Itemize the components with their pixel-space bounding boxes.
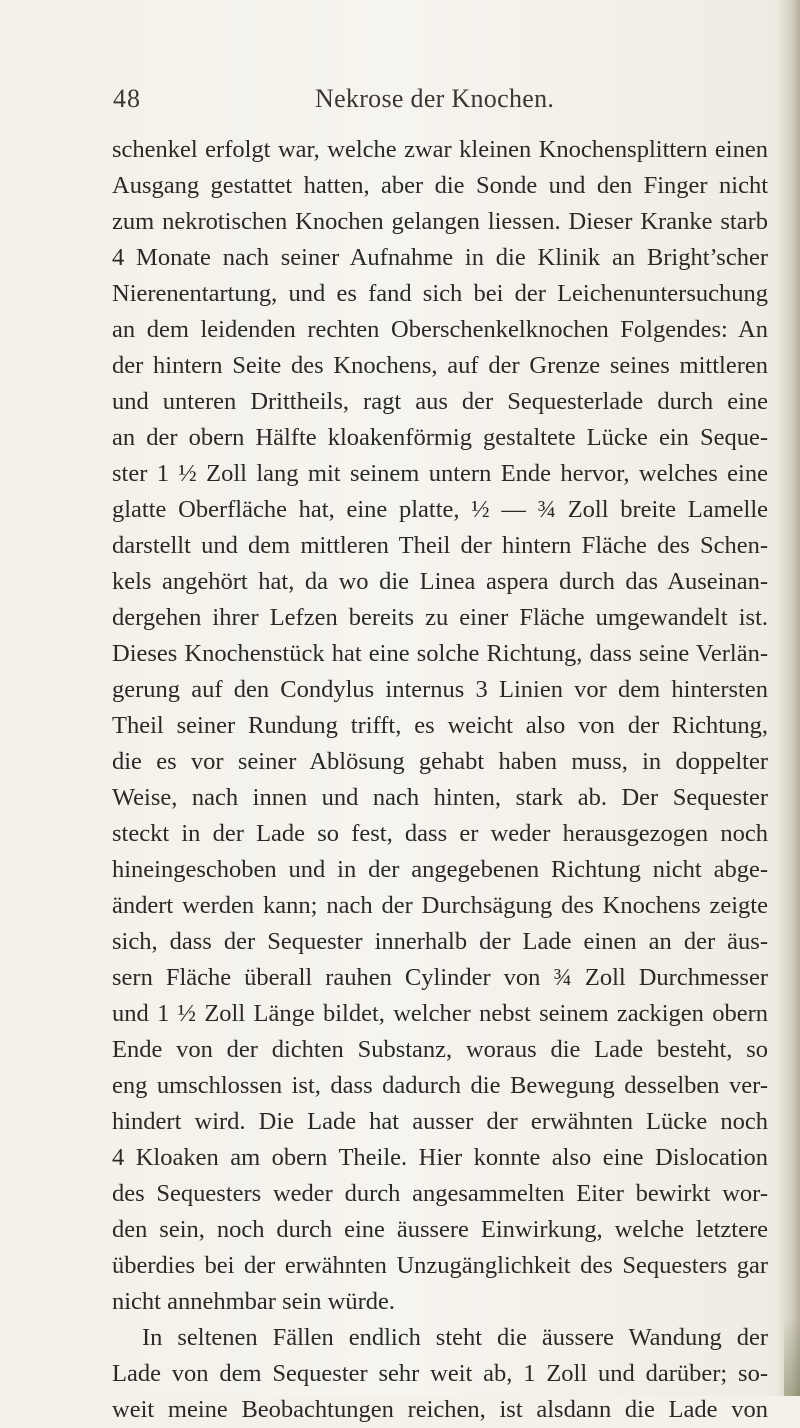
page-number: 48 [113,84,141,113]
page-edge-shadow [778,0,800,1396]
text-line: überdies bei der erwähnten Unzugänglichkeit des Sequesters gar [112,1252,768,1279]
page-edge-stain [784,1316,800,1396]
text-line: 4 Monate nach seiner Aufnahme in die Klinik an Bright’scher [112,244,768,271]
text-line: steckt in der Lade so fest, dass er weder herausgezogen noch [112,820,768,847]
text-line: hindert wird. Die Lade hat ausser der erwähnten Lücke noch [112,1108,768,1135]
text-line: Ausgang gestattet hatten, aber die Sonde und den Finger nicht [112,172,768,199]
text-line: Dieses Knochenstück hat eine solche Richtung, dass seine Verlän- [112,640,768,667]
text-line: zum nekrotischen Knochen gelangen liessen. Dieser Kranke starb [112,208,768,235]
text-line: Nierenentartung, und es fand sich bei der Leichenuntersuchung [112,280,768,307]
text-line: eng umschlossen ist, dass dadurch die Bewegung desselben ver- [112,1072,768,1099]
text-line: den sein, noch durch eine äussere Einwirkung, welche letztere [112,1216,768,1243]
text-line: an der obern Hälfte kloakenförmig gestaltete Lücke ein Seque- [112,424,768,451]
text-line: ster 1 ½ Zoll lang mit seinem untern Ende hervor, welches eine [112,460,768,487]
text-line: Ende von der dichten Substanz, woraus die Lade besteht, so [112,1036,768,1063]
text-line: an dem leidenden rechten Oberschenkelknochen Folgendes: An [112,316,768,343]
text-line: sich, dass der Sequester innerhalb der Lade einen an der äus- [112,928,768,955]
text-line: dergehen ihrer Lefzen bereits zu einer Fläche umgewandelt ist. [112,604,768,631]
text-line: Weise, nach innen und nach hinten, stark ab. Der Sequester [112,784,768,811]
text-line: gerung auf den Condylus internus 3 Linien vor dem hintersten [112,676,768,703]
page-header [0,84,800,124]
text-line: Theil seiner Rundung trifft, es weicht also von der Richtung, [112,712,768,739]
running-head: Nekrose der Knochen. [315,84,555,113]
text-line: darstellt und dem mittleren Theil der hintern Fläche des Schen- [112,532,768,559]
body-text [112,132,768,1428]
paragraph-start-line: In seltenen Fällen endlich steht die äussere Wandung der [142,1324,768,1351]
text-line: glatte Oberfläche hat, eine platte, ½ — ¾ Zoll breite Lamelle [112,496,768,523]
text-line: 4 Kloaken am obern Theile. Hier konnte also eine Dislocation [112,1144,768,1171]
text-line: und 1 ½ Zoll Länge bildet, welcher nebst seinem zackigen obern [112,1000,768,1027]
text-line: sern Fläche überall rauhen Cylinder von ¾ Zoll Durchmesser [112,964,768,991]
text-line: kels angehört hat, da wo die Linea aspera durch das Auseinan- [112,568,768,595]
text-line: hineingeschoben und in der angegebenen Richtung nicht abge- [112,856,768,883]
text-line: weit meine Beobachtungen reichen, ist alsdann die Lade von [112,1396,768,1423]
text-line: ändert werden kann; nach der Durchsägung des Knochens zeigte [112,892,768,919]
text-line: schenkel erfolgt war, welche zwar kleinen Knochensplittern einen [112,136,768,163]
paragraph-end-line: nicht annehmbar sein würde. [112,1288,396,1315]
text-line: Lade von dem Sequester sehr weit ab, 1 Zoll und darüber; so- [112,1360,768,1387]
text-line: und unteren Drittheils, ragt aus der Sequesterlade durch eine [112,388,768,415]
text-line: der hintern Seite des Knochens, auf der Grenze seines mittleren [112,352,768,379]
text-line: des Sequesters weder durch angesammelten Eiter bewirkt wor- [112,1180,768,1207]
text-line: die es vor seiner Ablösung gehabt haben muss, in doppelter [112,748,768,775]
